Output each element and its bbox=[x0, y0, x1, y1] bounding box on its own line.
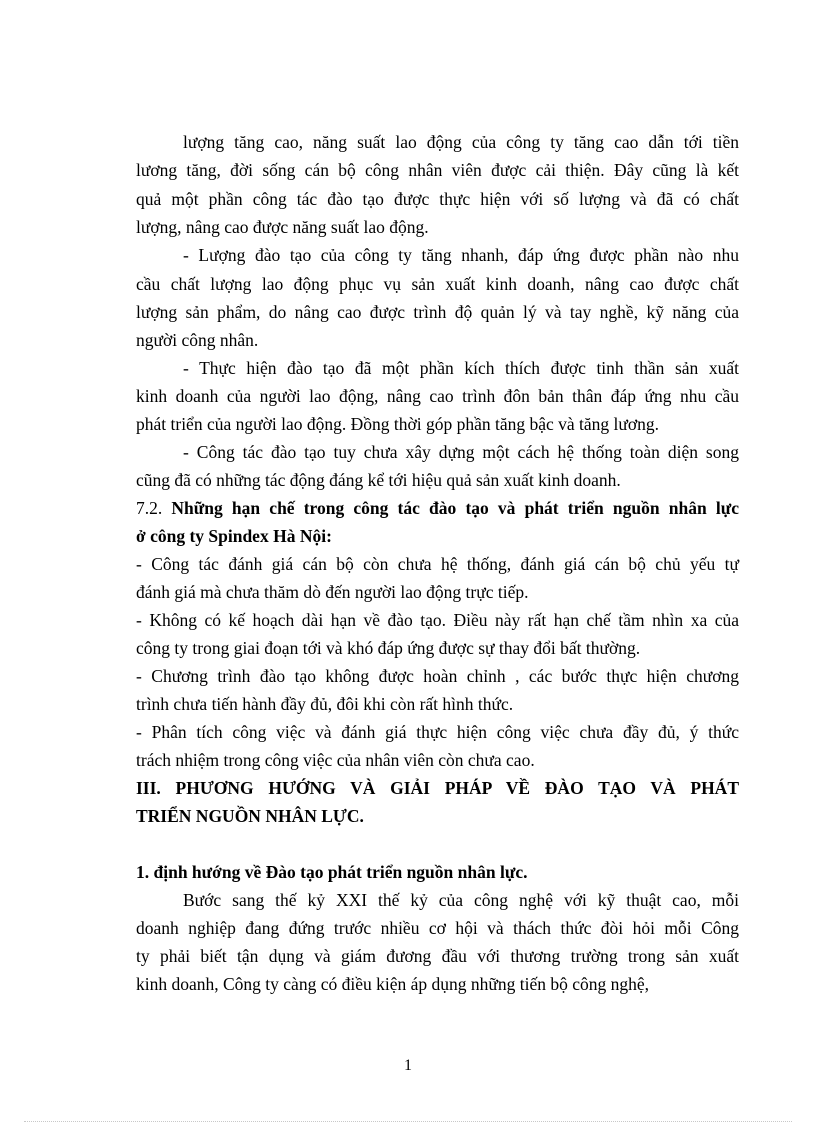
intro-line-1: lượng tăng cao, năng suất lao động của công ty tăng cao dẫn tới tiền bbox=[183, 132, 739, 152]
section-iii-heading-line-2: TRIỂN NGUỒN NHÂN LỰC. bbox=[136, 806, 364, 826]
limitation-2-line-1: - Không có kế hoạch dài hạn về đào tạo. Điều này rất hạn chế tầm nhìn xa của bbox=[136, 610, 739, 630]
section-1-line-3: ty phải biết tận dụng và giám đương đầu với thương trường trong sản xuất bbox=[136, 946, 739, 966]
paragraph-1-line-4: người công nhân. bbox=[136, 330, 259, 350]
paragraph-3-line-2: cũng đã có những tác động đáng kể tới hiệu quả sản xuất kinh doanh. bbox=[136, 470, 621, 490]
section-7-2-heading-line-2: ở công ty Spindex Hà Nội: bbox=[136, 526, 332, 546]
intro-line-3: quả một phần công tác đào tạo được thực hiện với số lượng và đã có chất bbox=[136, 189, 739, 209]
limitation-1-line-2: đánh giá mà chưa thăm dò đến người lao động trực tiếp. bbox=[136, 582, 529, 602]
paragraph-2-line-1: - Thực hiện đào tạo đã một phần kích thích được tinh thần sản xuất bbox=[183, 358, 739, 378]
page-number: 1 bbox=[404, 1057, 412, 1074]
section-1-line-4: kinh doanh, Công ty càng có điều kiện áp dụng những tiến bộ công nghệ, bbox=[136, 974, 650, 994]
paragraph-1-line-2: cầu chất lượng lao động phục vụ sản xuất kinh doanh, nâng cao được chất bbox=[136, 274, 739, 294]
limitation-4-line-2: trách nhiệm trong công việc của nhân viên còn chưa cao. bbox=[136, 750, 535, 770]
paragraph-2-line-2: kinh doanh của người lao động, nâng cao trình đôn bản thân đáp ứng nhu cầu bbox=[136, 386, 739, 406]
limitation-3-line-2: trình chưa tiến hành đầy đủ, đôi khi còn rất hình thức. bbox=[136, 694, 514, 714]
section-iii-heading-line-1: III. PHƯƠNG HƯỚNG VÀ GIẢI PHÁP VỀ ĐÀO TẠO VÀ PHÁT bbox=[136, 778, 739, 798]
paragraph-1-line-1: - Lượng đào tạo của công ty tăng nhanh, đáp ứng được phần nào nhu bbox=[183, 245, 739, 265]
intro-line-2: lương tăng, đời sống cán bộ công nhân viên được cải thiện. Đây cũng là kết bbox=[136, 160, 739, 180]
section-7-2-number: 7.2. bbox=[136, 498, 163, 518]
paragraph-1-line-3: lượng sản phẩm, do nâng cao được trình độ quản lý và tay nghề, kỹ năng của bbox=[136, 302, 739, 322]
paragraph-3-line-1: - Công tác đào tạo tuy chưa xây dựng một cách hệ thống toàn diện song bbox=[183, 442, 739, 462]
section-7-2-title: Những hạn chế trong công tác đào tạo và phát triển nguồn nhân lực bbox=[171, 498, 739, 518]
paragraph-2-line-3: phát triển của người lao động. Đồng thời góp phần tăng bậc và tăng lương. bbox=[136, 414, 660, 434]
page-bottom-rule bbox=[24, 1121, 792, 1122]
limitation-3-line-1: - Chương trình đào tạo không được hoàn chỉnh , các bước thực hiện chương bbox=[136, 666, 739, 686]
section-7-2-heading-line-1 bbox=[136, 494, 739, 522]
section-1-line-1: Bước sang thế kỷ XXI thế kỷ của công nghệ với kỹ thuật cao, mỗi bbox=[183, 890, 739, 910]
section-1-line-2: doanh nghiệp đang đứng trước nhiều cơ hội và thách thức đòi hỏi mỗi Công bbox=[136, 918, 739, 938]
limitation-1-line-1: - Công tác đánh giá cán bộ còn chưa hệ thống, đánh giá cán bộ chủ yếu tự bbox=[136, 554, 739, 574]
limitation-4-line-1: - Phân tích công việc và đánh giá thực hiện công việc chưa đầy đủ, ý thức bbox=[136, 722, 739, 742]
intro-line-4: lượng, nâng cao được năng suất lao động. bbox=[136, 217, 429, 237]
limitation-2-line-2: công ty trong giai đoạn tới và khó đáp ứng được sự thay đổi bất thường. bbox=[136, 638, 641, 658]
section-1-heading: 1. định hướng về Đào tạo phát triển nguồn nhân lực. bbox=[136, 862, 528, 882]
